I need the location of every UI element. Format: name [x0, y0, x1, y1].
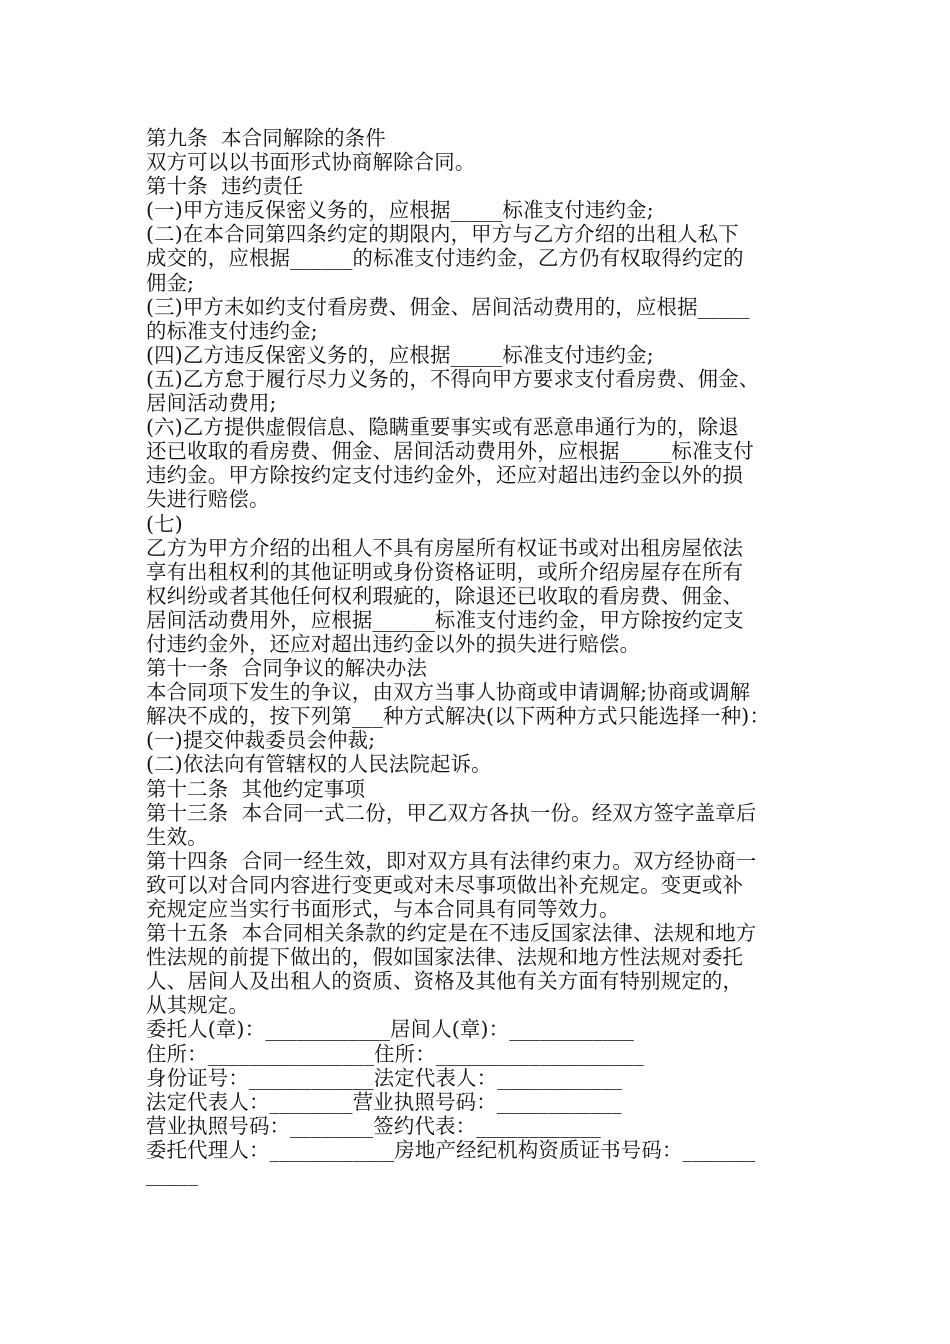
signature-agent-line-cont: _____ — [146, 1162, 198, 1187]
article-10-heading: 第十条 违约责任 — [146, 174, 304, 199]
article-10-item-1: (一)甲方违反保密义务的，应根据_____标准支付违约金; — [146, 198, 654, 223]
article-10-item-7-text: 享有出租权利的其他证明或身份资格证明，或所介绍房屋存在所有 — [146, 559, 744, 584]
article-14-text: 致可以对合同内容进行变更或对未尽事项做出补充规定。变更或补 — [146, 872, 744, 897]
article-10-item-6-cont: 违约金。甲方除按约定支付违约金外，还应对超出违约金以外的损 — [146, 463, 744, 488]
article-10-item-2-cont: 成交的，应根据______的标准支付违约金，乙方仍有权取得约定的 — [146, 246, 744, 271]
signature-license-line: 营业执照号码：________签约代表：____________ — [146, 1113, 601, 1138]
article-10-item-7-text: 权纠纷或者其他任何权利瑕疵的，除退还已收取的看房费、佣金、 — [146, 583, 744, 608]
article-10-item-7-text: 乙方为甲方介绍的出租人不具有房屋所有权证书或对出租房屋依法 — [146, 535, 744, 560]
article-10-item-7-text: 付违约金外，还应对超出违约金以外的损失进行赔偿。 — [146, 631, 641, 656]
signature-agent-line: 委托代理人：____________房地产经纪机构资质证书号码：_______ — [146, 1137, 756, 1162]
article-10-item-3: (三)甲方未如约支付看房费、佣金、居间活动费用的，应根据_____ — [146, 294, 750, 319]
article-10-item-5: (五)乙方怠于履行尽力义务的，不得向甲方要求支付看房费、佣金、 — [146, 366, 760, 391]
article-10-item-6-cont: 还已收取的看房费、佣金、居间活动费用外，应根据_____标准支付 — [146, 439, 754, 464]
article-9-heading: 第九条 本合同解除的条件 — [146, 126, 386, 150]
article-15-text: 第十五条 本合同相关条款的约定是在不违反国家法律、法规和地方 — [146, 921, 757, 946]
article-10-item-2: (二)在本合同第四条约定的期限内，甲方与乙方介绍的出租人私下 — [146, 222, 739, 247]
article-10-item-4: (四)乙方违反保密义务的，应根据_____标准支付违约金; — [146, 342, 654, 367]
article-10-item-7: (七) — [146, 511, 183, 536]
article-11-text: 本合同项下发生的争议，由双方当事人协商或申请调解;协商或调解 — [146, 680, 751, 705]
article-15-text: 性法规的前提下做出的，假如国家法律、法规和地方性法规对委托 — [146, 945, 744, 970]
signature-principal-line: 委托人(章)：____________居间人(章)：____________ — [146, 1017, 635, 1042]
article-15-text: 人、居间人及出租人的资质、资格及其他有关方面有特别规定的， — [146, 969, 744, 994]
article-14-text: 第十四条 合同一经生效，即对双方具有法律约束力。双方经协商一 — [146, 848, 757, 873]
article-10-item-2-cont: 佣金; — [146, 270, 195, 295]
article-11-option-2: (二)依法向有管辖权的人民法院起诉。 — [146, 752, 492, 777]
article-14-text: 充规定应当实行书面形式，与本合同具有同等效力。 — [146, 897, 620, 921]
signature-address-line: 住所：________________住所：____________________ — [146, 1041, 644, 1066]
article-11-option-1: (一)提交仲裁委员会仲裁; — [146, 728, 376, 753]
article-9-text: 双方可以以书面形式协商解除合同。 — [146, 150, 476, 175]
article-12-heading: 第十二条 其他约定事项 — [146, 776, 366, 801]
contract-page — [146, 126, 810, 1186]
article-10-item-6: (六)乙方提供虚假信息、隐瞒重要事实或有恶意串通行为的，除退 — [146, 415, 739, 440]
article-10-item-7-text: 居间活动费用外，应根据______标准支付违约金，甲方除按约定支 — [146, 607, 744, 632]
signature-id-line: 身份证号：____________法定代表人：____________ — [146, 1065, 622, 1090]
article-11-text: 解决不成的，按下列第___种方式解决(以下两种方式只能选择一种)： — [146, 704, 771, 729]
article-10-item-3-cont: 的标准支付违约金; — [146, 318, 318, 343]
article-10-item-5-cont: 居间活动费用; — [146, 391, 277, 416]
signature-legal-rep-line: 法定代表人：________营业执照号码：____________ — [146, 1089, 622, 1114]
article-11-heading: 第十一条 合同争议的解决办法 — [146, 656, 428, 681]
article-10-item-6-cont: 失进行赔偿。 — [146, 487, 270, 512]
article-15-text: 从其规定。 — [146, 993, 249, 1018]
article-13-text: 生效。 — [146, 824, 208, 849]
article-13-text: 第十三条 本合同一式二份，甲乙双方各执一份。经双方签字盖章后 — [146, 800, 757, 825]
